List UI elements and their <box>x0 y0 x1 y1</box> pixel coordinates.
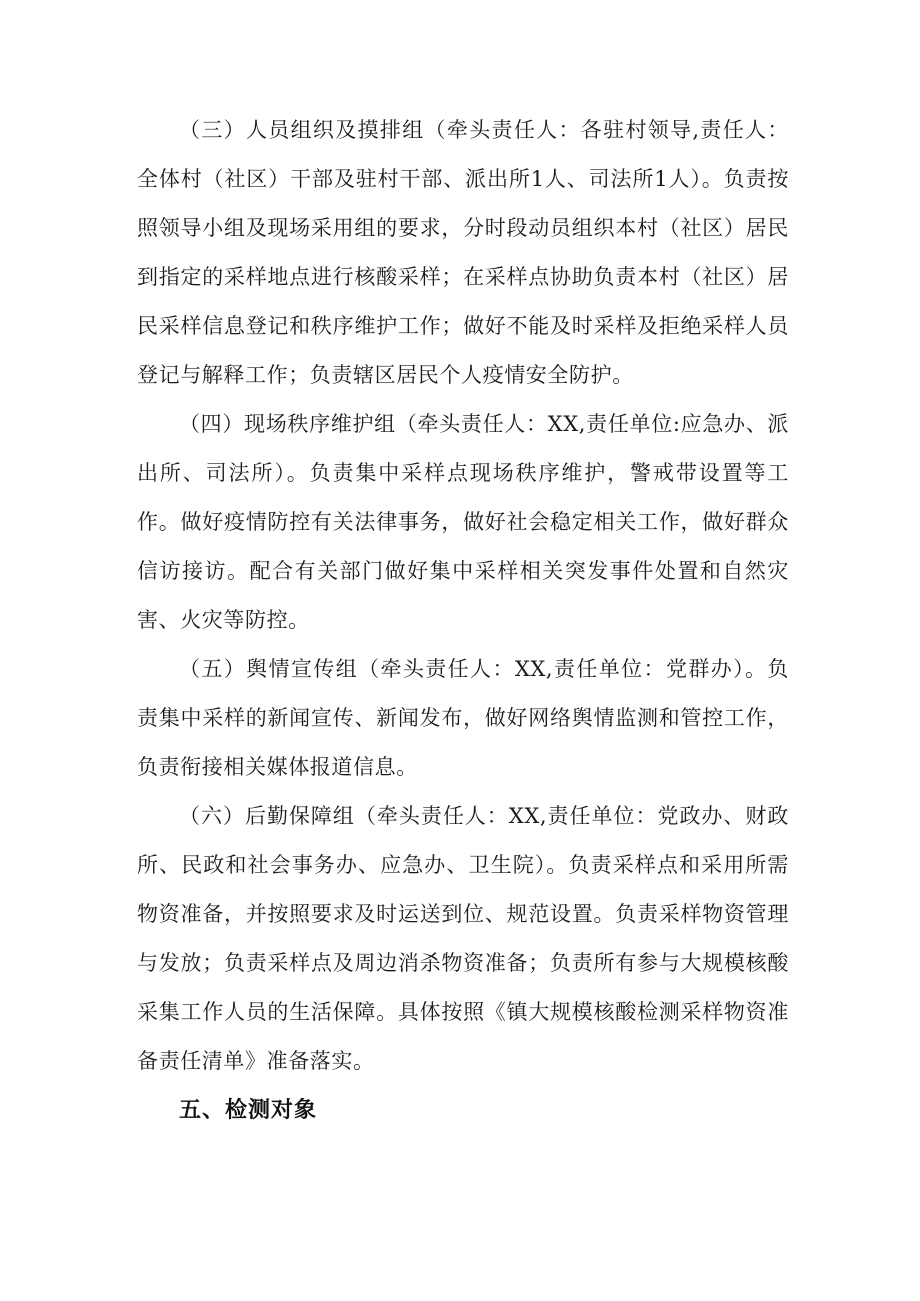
paragraph-publicity-group: （五）舆情宣传组（牵头责任人：XX,责任单位：党群办）。负责集中采样的新闻宣传、新闻发布，做好网络舆情监测和管控工作，负责衔接相关媒体报道信息。 <box>137 657 789 779</box>
paragraph-order-maintenance-group: （四）现场秩序维护组（牵头责任人：XX,责任单位:应急办、派出所、司法所）。负责集中采样点现场秩序维护，警戒带设置等工作。做好疫情防控有关法律事务，做好社会稳定相关工作，做好群众信访接访。配合有关部门做好集中采样相关突发事件处置和自然灾害、火灾等防控。 <box>137 412 789 632</box>
section-heading-test-subjects: 五、检测对象 <box>179 1098 318 1123</box>
paragraph-personnel-group: （三）人员组织及摸排组（牵头责任人：各驻村领导,责任人：全体村（社区）干部及驻村干部、派出所1人、司法所1人）。负责按照领导小组及现场采用组的要求，分时段动员组织本村（社区）居民到指定的采样地点进行核酸采样；在采样点协助负责本村（社区）居民采样信息登记和秩序维护工作；做好不能及时采样及拒绝采样人员登记与解释工作；负责辖区居民个人疫情安全防护。 <box>137 118 789 387</box>
document-body <box>137 106 789 1136</box>
paragraph-logistics-group: （六）后勤保障组（牵头责任人：XX,责任单位：党政办、财政所、民政和社会事务办、应急办、卫生院）。负责采样点和采用所需物资准备，并按照要求及时运送到位、规范设置。负责采样物资管理与发放；负责采样点及周边消杀物资准备；负责所有参与大规模核酸采集工作人员的生活保障。具体按照《镇大规模核酸检测采样物资准备责任清单》准备落实。 <box>137 804 789 1073</box>
